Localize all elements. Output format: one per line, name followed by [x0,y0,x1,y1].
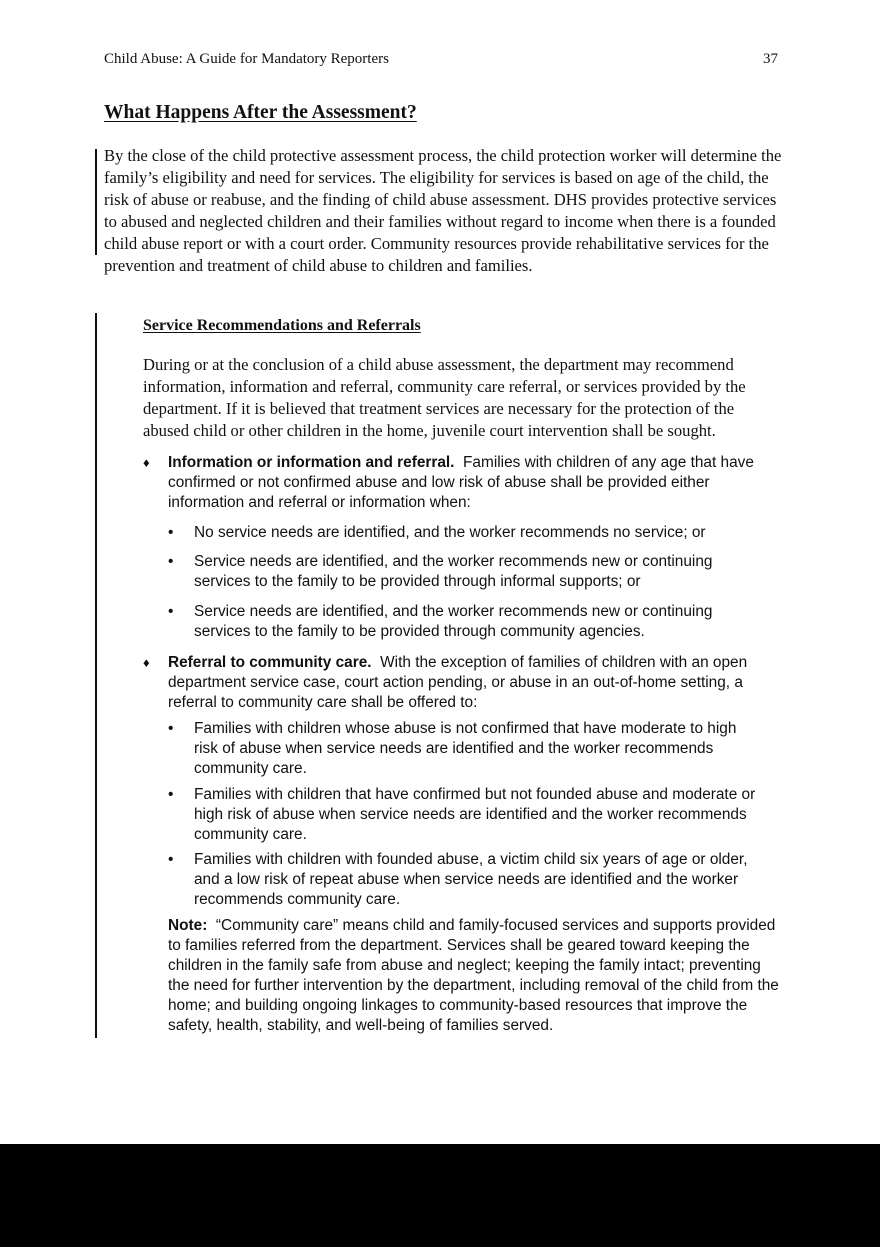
bullet-icon: • [168,851,174,868]
running-title: Child Abuse: A Guide for Mandatory Reporters [104,51,389,67]
change-bar [95,313,97,1038]
bottom-black-band [0,1144,880,1247]
bullet-icon: • [168,524,174,541]
change-bar [95,149,97,255]
subsection-intro-paragraph: During or at the conclusion of a child abuse assessment, the department may recommend information, information and referral, community care referral, or services provided by the department. If it is believed that treatment services are necessary for the protection of the abused child or other children in the home, juvenile court intervention shall be sought. [143,355,746,440]
note-text: “Community care” means child and family-focused services and supports provided to families referred from the department. Services shall be geared toward keeping the children in the family safe from abuse and neglect; keeping the family intact; preventing the need for further intervention by the department, including removal of the child from the home; and building ongoing linkages to community-based resources that improve the safety, health, stability, and well-being of families served. [168,917,779,1034]
bullet-icon: • [168,786,174,803]
bullet-icon: • [168,603,174,620]
sublist-1c [168,602,728,642]
sublist-2c [168,850,773,910]
subsection-title: Service Recommendations and Referrals [143,317,421,334]
list-item: • Families with children whose abuse is not confirmed that have moderate to high risk of abuse when service needs are identified and the worker recommends community care. [168,720,737,777]
diamond-bullet-icon: ♦ [143,655,150,670]
item-text: With the exception of families of children with an open department service case, court action pending, or abuse in an out-of-home setting, a referral to community care shall be offered to: [168,654,748,711]
section-title: What Happens After the Assessment? [104,102,417,123]
note-paragraph [168,916,783,1036]
bullet-icon: • [168,553,174,570]
list-item: • Service needs are identified, and the worker recommends new or continuing services to the family to be provided through community agencies. [168,603,713,640]
running-header [104,51,778,68]
recommendation-list-2 [143,653,783,713]
list-item: • Families with children that have confirmed but not founded abuse and moderate or high risk of abuse when service needs are identified and the worker recommends community care. [168,786,756,843]
sublist-2a [168,719,758,779]
recommendation-list-1 [143,453,783,513]
list-item-information-referral [143,453,783,513]
list-item: • No service needs are identified, and the worker recommends no service; or [168,524,706,541]
item-text: Families with children of any age that have confirmed or not confirmed abuse and low risk of abuse shall be provided either information and referral or information when: [168,454,754,511]
item-lead: Referral to community care. [168,654,372,671]
list-item: • Families with children with founded abuse, a victim child six years of age or older, and a low risk of repeat abuse when service needs are identified and the worker recommends community care. [168,851,748,908]
page-number: 37 [763,51,778,67]
item-lead: Information or information and referral. [168,454,455,471]
sublist-1 [168,523,768,543]
diamond-bullet-icon: ♦ [143,455,150,470]
note-label: Note: [168,917,208,934]
section-intro-paragraph: By the close of the child protective assessment process, the child protection worker will determine the family’s eligibility and need for services. The eligibility for services is based on age of the child, the risk of abuse or reabuse, and the finding of child abuse assessment. DHS provides protective services to abused and neglected children and their families without regard to income when there is a founded child abuse report or with a court order. Community resources provide rehabilitative services for the prevention and treatment of child abuse to children and families. [104,146,782,275]
list-item-community-care [143,653,783,713]
list-item: • Service needs are identified, and the worker recommends new or continuing services to the family to be provided through informal supports; or [168,553,713,590]
bullet-icon: • [168,720,174,737]
sublist-1b [168,552,728,592]
sublist-2b [168,785,778,845]
